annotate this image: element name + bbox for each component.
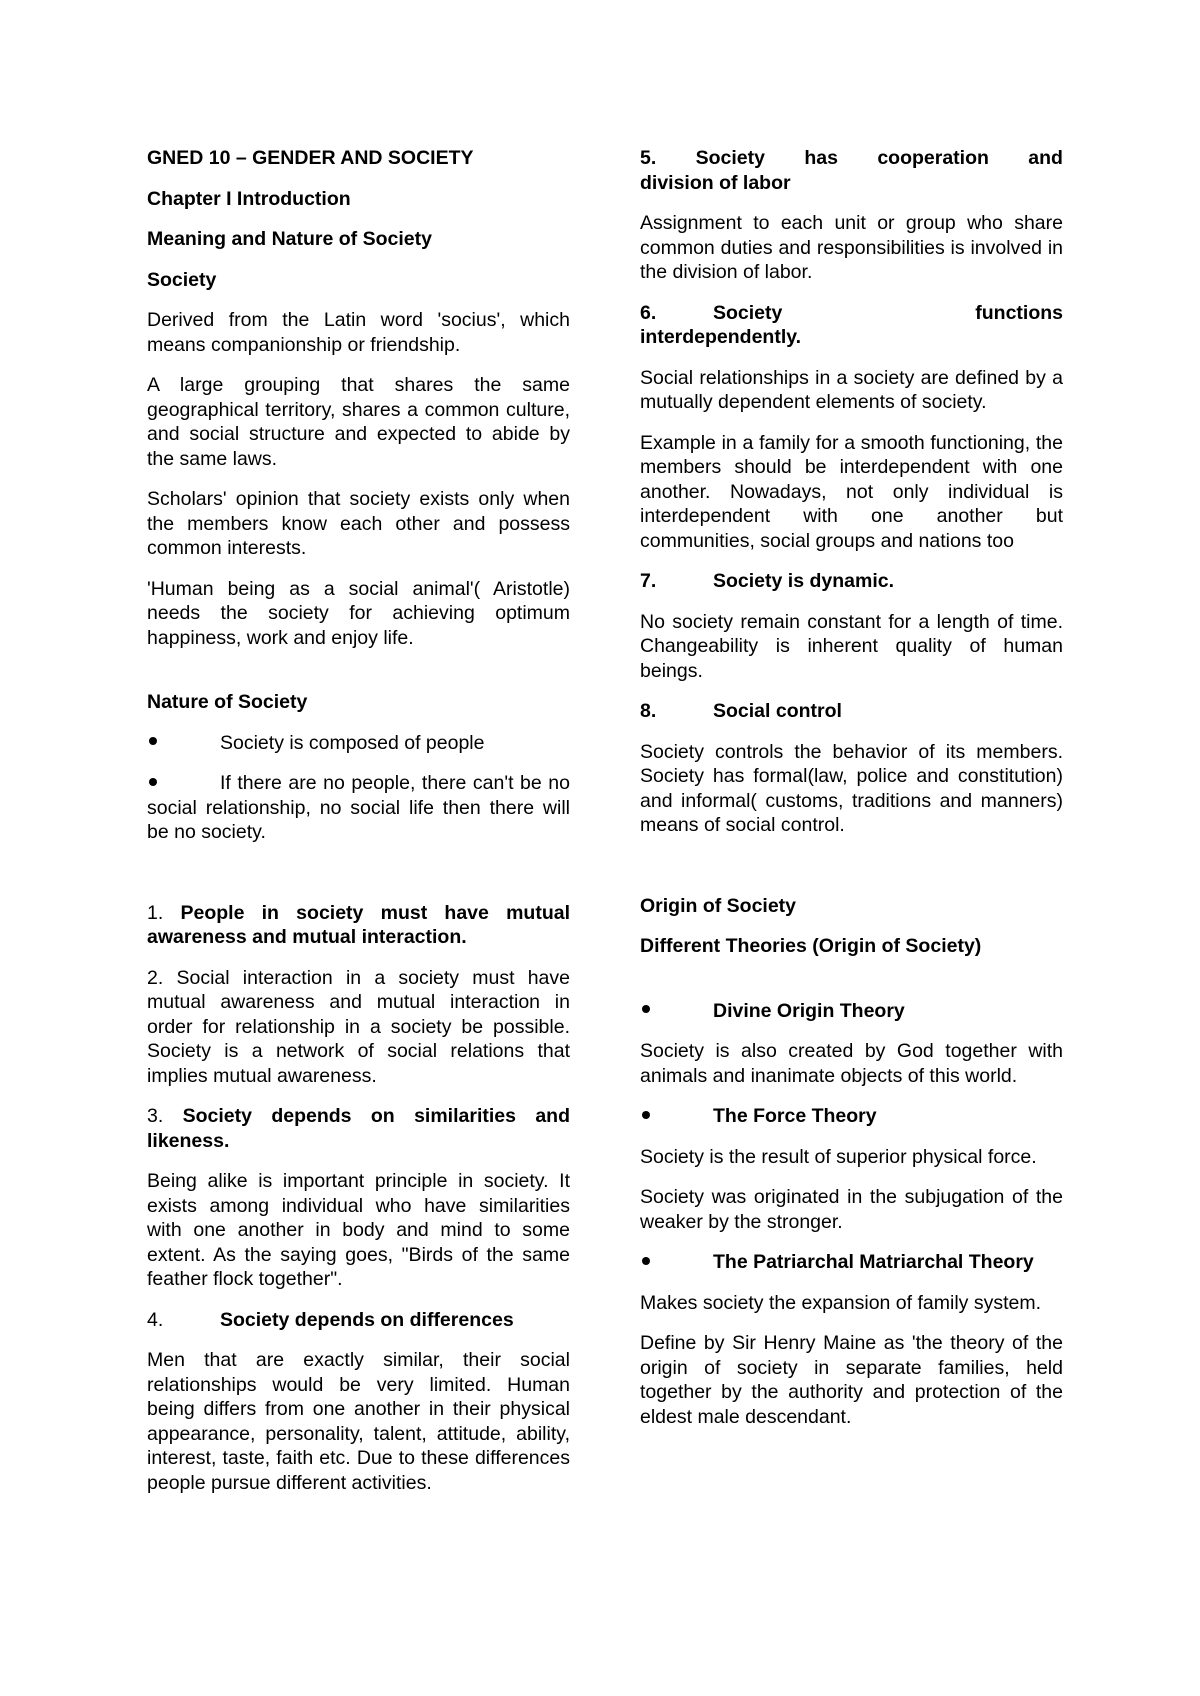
item-title: People in society must have mutual awareness and mutual interaction. [147,901,570,948]
theory-title: Divine Origin Theory [713,999,905,1022]
item-title: Social control [713,700,842,722]
theory-title: The Force Theory [713,1105,877,1127]
origin-heading: Origin of Society [640,894,797,917]
bullet-icon [147,731,220,756]
spacer [147,861,570,901]
numbered-item [147,901,570,950]
paragraph: Makes society the expansion of family system. [640,1291,1041,1314]
bullet-icon [640,1250,713,1275]
numbered-item [640,569,1063,594]
numbered-item [640,146,1063,195]
left-column [147,146,570,1511]
item-title-line: division of labor [640,171,791,194]
bullet-text: If there are no people, there can't be no social relationship, no social life then there will be no society. [147,772,570,843]
bullet-icon [640,1104,713,1129]
theories-heading: Different Theories (Origin of Society) [640,935,982,957]
paragraph: Scholars' opinion that society exists only when the members know each other and possess common interests. [147,488,570,559]
bullet-item [147,731,570,756]
item-title-line [640,146,1063,171]
item-title: Society is dynamic. [713,570,894,592]
bullet-item [147,771,570,845]
numbered-item [640,301,1063,350]
numbered-item [147,1104,570,1153]
title-word: and [1028,147,1063,169]
right-column [640,146,1063,1445]
paragraph: 'Human being as a social animal'( Aristotle) needs the society for achieving optimum happiness, work and enjoy life. [147,577,570,649]
paragraph: A large grouping that shares the same geographical territory, shares a common culture, and social structure and expected to abide by the same laws. [147,374,570,470]
item-title: Society depends on differences [220,1308,514,1331]
paragraph: Assignment to each unit or group who share common duties and responsibilities is involved in the division of labor. [640,212,1063,283]
spacer [640,975,1063,999]
nature-heading: Nature of Society [147,691,308,713]
title-word: cooperation [877,147,989,169]
paragraph: Define by Sir Henry Maine as 'the theory of the origin of society in separate families, held together by the authority and protection of the eldest male descendant. [640,1332,1063,1428]
spacer [147,666,570,690]
title-word: functions [975,301,1063,324]
bullet-item [640,999,1063,1024]
item-number: 1. [147,901,164,924]
item-number: 3. [147,1105,164,1127]
paragraph: Social relationships in a society are defined by a mutually dependent elements of society. [640,366,1063,413]
numbered-item [147,1308,570,1333]
paragraph: Being alike is important principle in society. It exists among individual who have similarities with one another in body and mind to some extent. As the saying goes, "Birds of the same feather flock together". [147,1170,570,1290]
bullet-text: Society is composed of people [220,731,485,754]
bullet-item [640,1250,1063,1275]
item-number: 8. [640,700,657,722]
bullet-icon [640,999,713,1024]
title-word: Society [713,301,783,324]
section-heading: Meaning and Nature of Society [147,228,432,250]
item-number: 5. [640,147,657,169]
item-number: 7. [640,570,657,592]
item-title-line [640,301,1063,326]
bullet-item [640,1104,1063,1129]
paragraph: Example in a family for a smooth functioning, the members should be interdependent with one another. Nowadays, not only individual is interdependent with one another but communities, social groups and nations too [640,431,1063,552]
paragraph: Derived from the Latin word 'socius', which means companionship or friendship. [147,309,570,356]
item-title-line: interdependently. [640,326,802,348]
theory-title: The Patriarchal Matriarchal Theory [713,1251,1034,1273]
spacer [640,854,1063,894]
item-number: 6. [640,301,657,324]
paragraph: No society remain constant for a length of time. Changeability is inherent quality of human beings. [640,610,1063,682]
item-number: 4. [147,1308,164,1331]
paragraph: Men that are exactly similar, their social relationships would be very limited. Human being differs from one another in their physical appearance, personality, talent, attitude, ability, interest, taste, faith etc. Due to these differences people pursue different activities. [147,1349,570,1494]
bullet-icon [147,771,220,796]
document-title: GNED 10 – GENDER AND SOCIETY [147,147,474,169]
title-word: has [804,147,838,169]
paragraph: 2. Social interaction in a society must have mutual awareness and mutual interaction in order for relationship in a society be possible. Society is a network of social relations that implies mutual awareness. [147,966,570,1087]
chapter-heading: Chapter I Introduction [147,187,351,210]
paragraph: Society controls the behavior of its members. Society has formal(law, police and constitution) and informal( customs, traditions and manners) means of social control. [640,740,1063,836]
paragraph: Society was originated in the subjugation of the weaker by the stronger. [640,1186,1063,1233]
title-word: Society [695,147,765,169]
society-heading: Society [147,268,217,291]
paragraph: Society is also created by God together with animals and inanimate objects of this world. [640,1040,1063,1087]
item-title: Society depends on similarities and likeness. [147,1105,570,1152]
numbered-item [640,699,1063,724]
paragraph: Society is the result of superior physical force. [640,1145,1037,1168]
